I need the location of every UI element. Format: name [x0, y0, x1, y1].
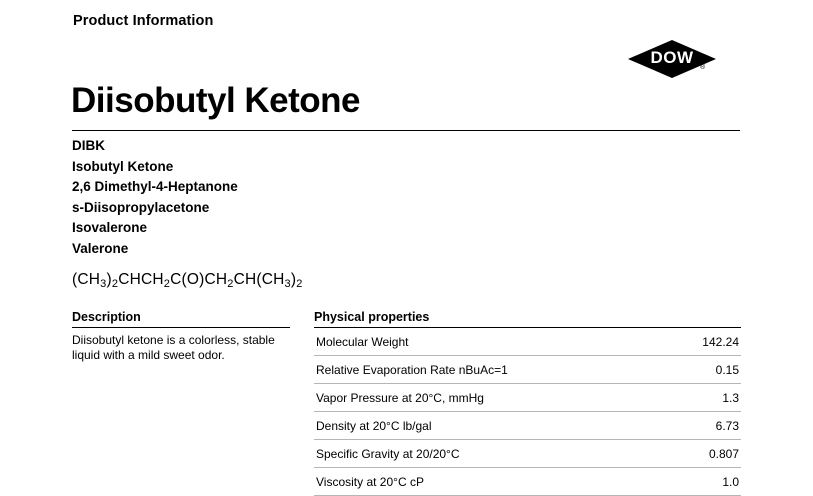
- formula-subscript: 2: [227, 278, 234, 290]
- property-value: 1.0: [667, 468, 741, 496]
- list-item: Isobutyl Ketone: [72, 158, 174, 174]
- property-value: 0.807: [667, 440, 741, 468]
- property-value: 1.3: [667, 384, 741, 412]
- physical-properties-section: [314, 310, 741, 496]
- formula-text: CH(CH: [233, 271, 285, 288]
- chemical-formula: [72, 271, 303, 289]
- list-item: DIBK: [72, 138, 105, 153]
- formula-subscript: 2: [111, 278, 119, 290]
- formula-subscript: 3: [284, 278, 291, 290]
- list-item: Valerone: [72, 240, 129, 256]
- property-value: 6.73: [667, 412, 741, 440]
- description-heading: Description: [72, 310, 141, 324]
- property-name: Vapor Pressure at 20°C, mmHg: [314, 384, 667, 412]
- property-name: Viscosity at 20°C cP: [314, 468, 667, 496]
- formula-subscript: 3: [100, 278, 107, 290]
- table-body: [314, 328, 741, 496]
- formula-text: CHCH: [118, 271, 164, 288]
- list-item: s-Diisopropylacetone: [72, 199, 210, 215]
- formula-text: ): [290, 271, 297, 288]
- physical-properties-table: [314, 328, 741, 496]
- dow-logo-text: DOW: [650, 48, 694, 67]
- property-name: Density at 20°C lb/gal: [314, 412, 667, 440]
- formula-subscript: 2: [163, 278, 171, 290]
- formula-subscript: 2: [296, 278, 303, 290]
- synonym-list: [72, 136, 238, 259]
- table-row: [314, 468, 741, 496]
- property-name: Relative Evaporation Rate nBuAc=1: [314, 356, 667, 384]
- property-value: 142.24: [667, 328, 741, 356]
- page-title: Diisobutyl Ketone: [71, 81, 361, 120]
- title-divider: [72, 130, 740, 131]
- table-row: [314, 440, 741, 468]
- page-header-label: Product Information: [73, 13, 214, 29]
- list-item: Isovalerone: [72, 220, 148, 235]
- table-row: [314, 384, 741, 412]
- description-text: Diisobutyl ketone is a colorless, stable liquid with a mild sweet odor.: [72, 333, 275, 362]
- dow-logo: [628, 40, 716, 78]
- description-divider: [72, 327, 290, 328]
- property-value: 0.15: [667, 356, 741, 384]
- table-row: [314, 412, 741, 440]
- description-section: [72, 310, 297, 362]
- physical-properties-heading: Physical properties: [314, 310, 430, 324]
- property-name: Molecular Weight: [314, 328, 667, 356]
- list-item: 2,6 Dimethyl-4-Heptanone: [72, 179, 238, 194]
- formula-text: ): [106, 271, 112, 288]
- formula-text: C(O)CH: [170, 271, 228, 288]
- property-name: Specific Gravity at 20/20°C: [314, 440, 667, 468]
- registered-mark-icon: ®: [700, 64, 706, 71]
- formula-text: (CH: [72, 271, 101, 288]
- table-row: [314, 328, 741, 356]
- table-row: [314, 356, 741, 384]
